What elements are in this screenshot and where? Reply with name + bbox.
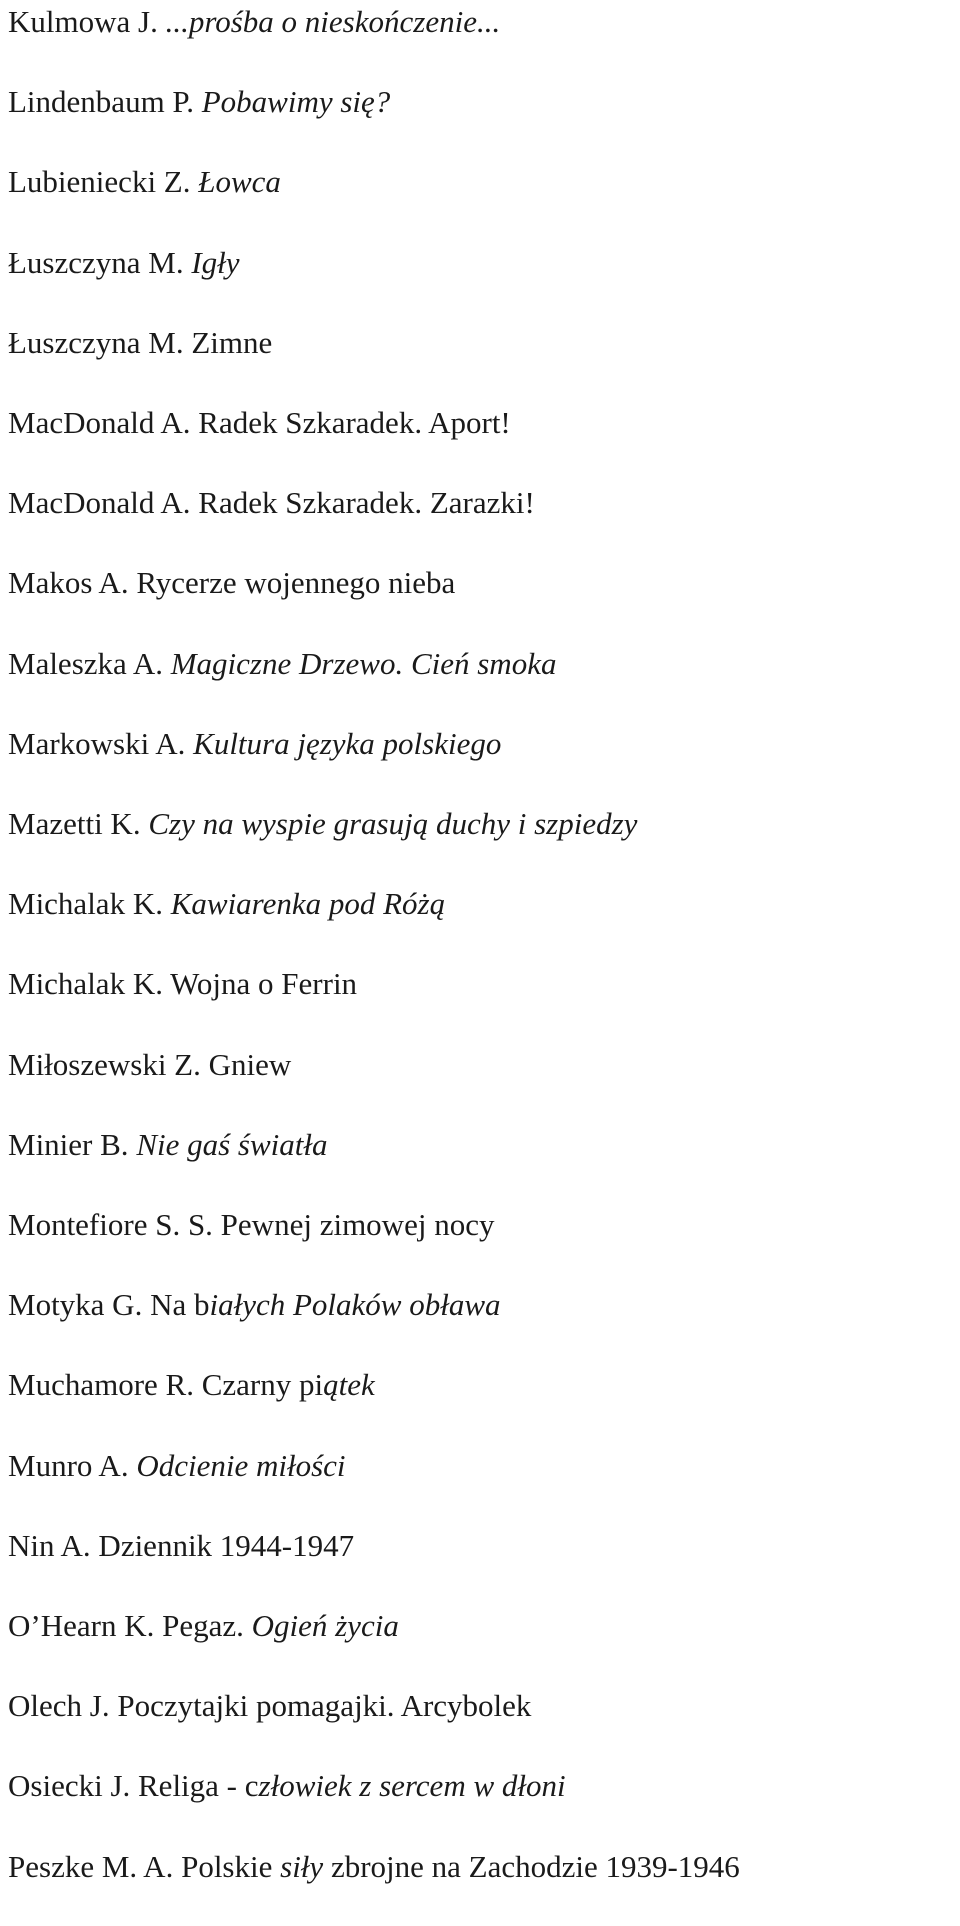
entry-title-italic: Ogień życia <box>251 1608 399 1643</box>
entry-text: MacDonald A. Radek Szkaradek. Zarazki! <box>8 485 535 521</box>
entry-title-italic: Odcienie miłości <box>136 1447 346 1483</box>
list-item <box>8 1448 346 1484</box>
list-item <box>8 806 637 842</box>
entry-title-italic: iałych Polaków obława <box>209 1287 501 1323</box>
entry-text: Maleszka A. <box>8 645 171 681</box>
entry-text: Olech J. Poczytajki pomagajki. Arcybolek <box>8 1688 532 1724</box>
list-item <box>8 485 535 521</box>
entry-text: Nin A. Dziennik 1944-1947 <box>8 1527 355 1563</box>
entry-title-italic: Magiczne Drzewo. Cień smoka <box>170 645 557 681</box>
list-item <box>8 726 501 762</box>
entry-text: Minier B. <box>8 1126 137 1162</box>
entry-text: Kulmowa J. <box>8 4 166 39</box>
list-item <box>8 1608 399 1644</box>
entry-title-italic: Pobawimy się? <box>201 84 391 120</box>
entry-title-italic: Kawiarenka pod Różą <box>170 886 446 922</box>
list-item <box>8 1367 375 1403</box>
entry-text: Osiecki J. Religa - c <box>8 1768 259 1804</box>
entry-title-italic: ątek <box>323 1367 375 1403</box>
entry-title-italic: złowiek z sercem w dłoni <box>258 1768 566 1804</box>
list-item <box>8 565 455 601</box>
entry-text: Lindenbaum P. <box>8 84 202 120</box>
entry-text: O’Hearn K. Pegaz. <box>8 1608 252 1643</box>
list-item <box>8 1047 291 1083</box>
entry-text: Motyka G. Na b <box>8 1287 210 1323</box>
list-item <box>8 1688 531 1724</box>
entry-text: Muchamore R. Czarny pi <box>8 1367 324 1403</box>
entry-text: Montefiore S. S. Pewnej zimowej nocy <box>8 1207 495 1242</box>
list-item <box>8 1768 566 1804</box>
entry-text: Łuszczyna M. <box>8 244 192 280</box>
entry-title-italic: ...prośba o nieskończenie... <box>165 4 501 39</box>
entry-text: Michalak K. Wojna o Ferrin <box>8 966 358 1002</box>
list-item <box>8 84 390 120</box>
entry-text: MacDonald A. Radek Szkaradek. Aport! <box>8 405 511 440</box>
list-item <box>8 886 445 922</box>
entry-text: Markowski A. <box>8 725 194 761</box>
entry-title-italic: Czy na wyspie grasują duchy i szpiedzy <box>148 806 638 841</box>
entry-text: Lubieniecki Z. <box>8 164 199 200</box>
list-item <box>8 164 281 200</box>
entry-title-italic: siły <box>280 1848 324 1884</box>
entry-text: Makos A. Rycerze wojennego nieba <box>8 565 456 601</box>
list-item <box>8 1528 354 1564</box>
list-item <box>8 1127 328 1163</box>
entry-text: Mazetti K. <box>8 806 149 841</box>
list-item <box>8 646 556 682</box>
list-item <box>8 966 357 1002</box>
list-item <box>8 1207 494 1243</box>
entry-text: Peszke M. A. Polskie <box>8 1848 281 1884</box>
entry-text: Łuszczyna M. Zimne <box>8 324 273 360</box>
entry-title-italic: Igły <box>191 244 240 280</box>
list-item <box>8 325 272 361</box>
list-item <box>8 405 511 441</box>
entry-title-italic: Kultura języka polskiego <box>193 725 502 761</box>
entry-title-italic: Nie gaś światła <box>136 1126 328 1162</box>
entry-text: Munro A. <box>8 1447 137 1483</box>
entry-title-italic: Łowca <box>198 164 281 200</box>
list-item <box>8 1287 501 1323</box>
entry-text: Miłoszewski Z. Gniew <box>8 1046 292 1082</box>
list-item <box>8 245 240 281</box>
list-item <box>8 1849 740 1885</box>
entry-text: Michalak K. <box>8 886 171 922</box>
entry-text: zbrojne na Zachodzie 1939-1946 <box>323 1848 740 1884</box>
list-item <box>8 4 500 40</box>
